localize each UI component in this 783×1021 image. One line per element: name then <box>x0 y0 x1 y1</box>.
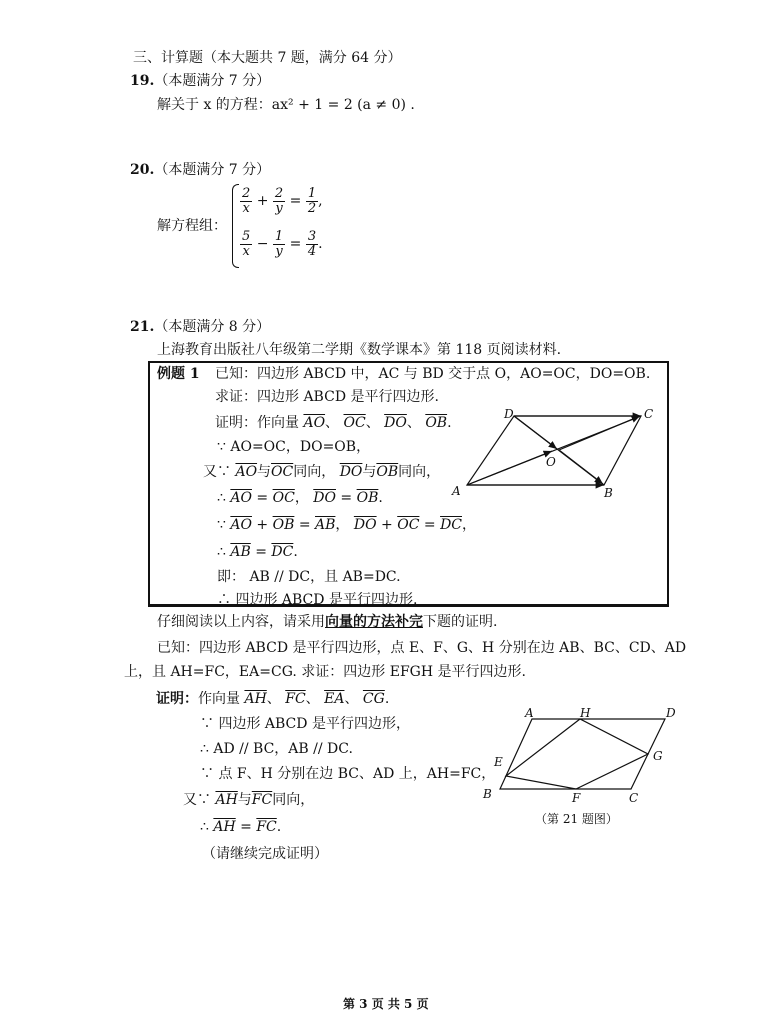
question-number: 21. <box>130 319 155 335</box>
example-proof-start: 证明：作向量 $\overline{AO}$、 $\overline{OC}$、 $\overline{DO}$、 $\overline{OB}$. <box>215 415 452 431</box>
fig2-label-d: D <box>666 706 676 720</box>
equation-system-brace <box>232 184 239 268</box>
fig2-label-a: A <box>525 706 534 720</box>
proof-2-step-5: ∴ $\overline{AH} = \overline{FC}$. <box>200 819 282 835</box>
question-score: （本题满分 8 分） <box>154 319 271 335</box>
example-label: 例题 1 <box>157 366 200 382</box>
proof-2-step-4: 又∵ $\overline{AH}$与$\overline{FC}$同向， <box>183 792 315 808</box>
fig2-label-b: B <box>483 787 492 801</box>
problem-figure <box>480 706 680 816</box>
fig2-label-e: E <box>494 755 503 769</box>
example-step-4: ∵ $\overline{AO} + \overline{OB} = \overline{AB}$， $\overline{DO} + \overline{OC} = \overline{DC}$， <box>217 517 476 533</box>
page-footer: 第 3 页 共 5 页 <box>343 997 429 1011</box>
instruction: 仔细阅读以上内容，请采用向量的方法补完下题的证明. <box>157 614 498 630</box>
label-c: C <box>644 407 654 421</box>
label-a: A <box>452 484 461 498</box>
question-20 <box>130 161 270 179</box>
given-2-line-2: 上，且 AH=FC，EA=CG. 求证：四边形 EFGH 是平行四边形. <box>124 664 526 680</box>
example-step-5: ∴ $\overline{AB} = \overline{DC}$. <box>217 544 298 560</box>
fig2-label-g: G <box>653 749 663 763</box>
fig2-label-h: H <box>580 706 591 720</box>
proof-2-step-3: ∵ 点 F、H 分别在边 BC、AD 上，AH=FC， <box>200 766 496 782</box>
example-prove: 求证：四边形 ABCD 是平行四边形. <box>215 389 439 405</box>
question-19-text: 解关于 x 的方程：ax² + 1 = 2 (a ≠ 0) . <box>157 97 415 113</box>
example-figure <box>444 404 684 504</box>
question-score: （本题满分 7 分） <box>154 73 271 89</box>
equation-1: $\frac{2}{x}$ + $\frac{2}{y}$ = $\frac{1}{2}$ , <box>242 185 323 216</box>
equation-2: $\frac{5}{x}$ − $\frac{1}{y}$ = $\frac{3}{4}$ . <box>242 228 323 259</box>
question-number: 20. <box>130 162 155 178</box>
given-2-line-1: 已知：四边形 ABCD 是平行四边形，点 E、F、G、H 分别在边 AB、BC、CD、AD <box>157 640 687 656</box>
proof-2-step-2: ∴ AD // BC，AB // DC. <box>200 741 353 757</box>
proof-2-start: 证明：作向量 $\overline{AH}$、 $\overline{FC}$、 $\overline{EA}$、 $\overline{CG}$. <box>156 691 390 707</box>
figure-caption: （第 21 题图） <box>535 812 618 826</box>
example-given: 已知：四边形 ABCD 中，AC 与 BD 交于点 O，AO=OC，DO=OB. <box>215 366 651 382</box>
example-step-6: 即： AB // DC，且 AB=DC. <box>217 569 401 585</box>
fig2-label-c: C <box>629 791 639 805</box>
example-step-2: 又∵ $\overline{AO}$与$\overline{OC}$同向， $\overline{DO}$与$\overline{OB}$同向， <box>203 464 441 480</box>
label-o: O <box>546 455 556 469</box>
label-d: D <box>504 407 514 421</box>
question-number: 19. <box>130 73 155 89</box>
section-title: 三、计算题（本大题共 7 题，满分 64 分） <box>133 50 402 66</box>
equation-system-lead: 解方程组： <box>157 218 227 234</box>
example-step-1: ∵ AO=OC，DO=OB， <box>217 439 371 455</box>
example-step-3: ∴ $\overline{AO} = \overline{OC}$， $\overline{DO} = \overline{OB}$. <box>217 490 383 506</box>
question-21-intro: 上海教育出版社八年级第二学期《数学课本》第 118 页阅读材料. <box>157 342 562 358</box>
proof-2-step-1: ∵ 四边形 ABCD 是平行四边形， <box>200 716 410 732</box>
proof-2-continue: （请继续完成证明） <box>202 846 328 862</box>
fig2-label-f: F <box>572 791 581 805</box>
question-21 <box>130 318 270 336</box>
example-conclusion: ∴ 四边形 ABCD 是平行四边形. <box>217 592 418 608</box>
question-19 <box>130 72 270 90</box>
question-score: （本题满分 7 分） <box>154 162 271 178</box>
label-b: B <box>604 486 613 500</box>
